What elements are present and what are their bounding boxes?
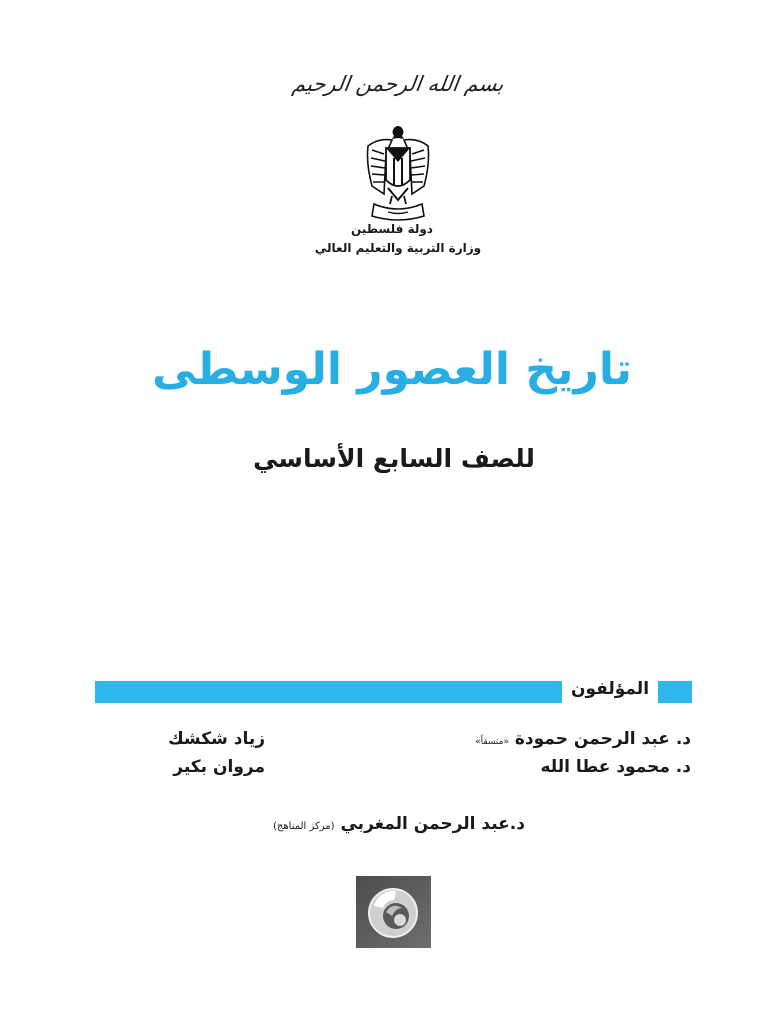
basmala-calligraphy: بسم الله الرحمن الرحيم xyxy=(290,72,506,96)
section-accent-bar xyxy=(95,681,562,703)
authors-section-label: المؤلفون xyxy=(570,679,650,699)
supervisor-role: (مركز المناهج) xyxy=(273,821,335,832)
author xyxy=(540,757,691,777)
book-subtitle: للصف السابع الأساسي xyxy=(253,444,535,473)
author xyxy=(173,757,265,777)
ministry-name: وزارة التربية والتعليم العالي xyxy=(314,241,482,255)
author-name: د. محمود عطا الله xyxy=(540,757,691,777)
section-accent-square xyxy=(658,681,692,703)
author-role: «منسقاً» xyxy=(475,737,509,747)
author xyxy=(168,729,265,749)
author-coordinator xyxy=(475,729,691,749)
author-name: زياد شكشك xyxy=(168,729,265,749)
curriculum-supervisor xyxy=(0,814,768,834)
state-name: دولة فلسطين xyxy=(351,222,433,236)
palestine-eagle-emblem-icon xyxy=(364,124,432,224)
curriculum-center-logo-icon xyxy=(356,876,431,948)
book-title: تاريخ العصور الوسطى xyxy=(152,344,632,395)
supervisor-name: د.عبد الرحمن المغربي xyxy=(340,814,525,834)
author-name: د. عبد الرحمن حمودة xyxy=(514,729,691,749)
author-name: مروان بكير xyxy=(173,757,265,777)
